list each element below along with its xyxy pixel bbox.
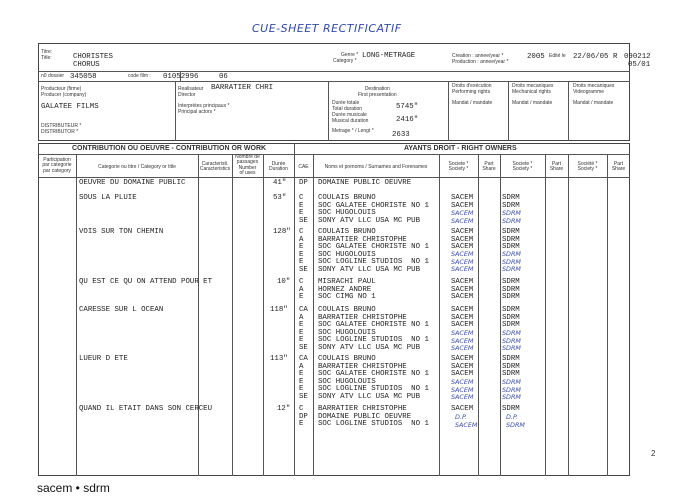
row-handwritten-society-2: SDRM SDRM SDRM bbox=[502, 329, 521, 353]
row-society-2: SDRM SDRM bbox=[502, 194, 520, 210]
row-title: VOIS SUR TON CHEMIN bbox=[79, 228, 164, 236]
col-participation: Participation par categorie par category bbox=[42, 157, 72, 174]
row-handwritten-society-2: SDRM SDRM SDRM bbox=[502, 378, 521, 402]
row-title: LUEUR D ETE bbox=[79, 355, 128, 363]
row-handwritten-society-1: SACEM SACEM SACEM bbox=[451, 250, 474, 274]
row-duration: 41" bbox=[273, 179, 287, 187]
video-rights-value: Mandat / mandate bbox=[573, 100, 614, 106]
film-code-label: code film : bbox=[128, 73, 151, 79]
col-society-3: Société * Society * bbox=[577, 161, 598, 173]
row-handwritten-society-2: SDRM SDRM SDRM bbox=[502, 250, 521, 274]
row-cae: C DP E bbox=[299, 405, 308, 429]
rightowners-title: AYANTS DROIT - RIGHT OWNERS bbox=[404, 145, 517, 152]
page-number: 2 bbox=[651, 449, 656, 458]
film-code-suffix: 06 bbox=[219, 73, 228, 81]
row-handwritten-society-1: D.P. SACEM bbox=[455, 413, 478, 429]
row-names: MISRACHI PAUL HORNEZ ANDRE SOC CIMG NO 1 bbox=[318, 278, 376, 302]
row-handwritten-society-2: D.P. SDRM bbox=[506, 413, 525, 429]
row-duration: 12" bbox=[277, 405, 291, 413]
row-cae: CA A E E E SE bbox=[299, 306, 308, 352]
row-cae: C E E SE bbox=[299, 194, 308, 225]
col-caracteristic: Caracteristi. Caracteristics bbox=[199, 161, 231, 173]
revision: R bbox=[613, 53, 618, 61]
row-title: QU EST CE QU ON ATTEND POUR ET bbox=[79, 278, 213, 286]
row-society-1: SACEM bbox=[451, 405, 474, 413]
col-society-1: Societe * Society * bbox=[448, 161, 469, 173]
title-en: CHORUS bbox=[73, 61, 100, 69]
row-society-1: SACEM SACEM SACEM bbox=[451, 306, 474, 330]
row-society-1: SACEM SACEM SACEM bbox=[451, 228, 474, 252]
row-names: COULAIS BRUNO BARRATIER CHRISTOPHE SOC GALATEE CHORISTE NO 1 SOC HUGOLOUIS SOC LOGLINE STUDIOS NO 1 SONY ATV LLC USA MC PUB bbox=[318, 228, 429, 274]
film-code-value: 01052996 bbox=[163, 73, 199, 81]
music-duration-label: Durée musicale Musical duration bbox=[332, 112, 369, 124]
col-society-2: Societe * Society * bbox=[512, 161, 533, 173]
row-duration: 113" bbox=[270, 355, 288, 363]
row-duration: 53" bbox=[273, 194, 287, 202]
mech-rights-value: Mandat / mandate bbox=[512, 100, 553, 106]
edit-date: 22/06/05 bbox=[573, 53, 609, 61]
row-society-1: SACEM SACEM SACEM bbox=[451, 355, 474, 379]
metrage-label: Metrage * / Lengt * bbox=[332, 128, 374, 134]
col-category: Categorie ou titre / Category or title bbox=[98, 164, 176, 170]
director-label: Realisateur Director bbox=[178, 86, 204, 98]
sacem-sdrm-logo: sacem • sdrm bbox=[37, 481, 110, 495]
creation-label: Creation : annee/year * Production : annee/year * bbox=[452, 53, 509, 65]
mech-rights-label: Droits mecaniques Mechanical rights bbox=[512, 83, 554, 95]
col-cae: CAE bbox=[298, 164, 309, 170]
edit-label: Edité le bbox=[549, 53, 566, 59]
row-handwritten-society-1: SACEM SACEM SACEM bbox=[451, 378, 474, 402]
destination-label: Destination First presentation bbox=[358, 86, 397, 98]
genre-label: Genre * bbox=[341, 52, 359, 58]
row-handwritten-society-1: SACEM SACEM SACEM bbox=[451, 329, 474, 353]
row-names: COULAIS BRUNO BARRATIER CHRISTOPHE SOC GALATEE CHORISTE NO 1 SOC HUGOLOUIS SOC LOGLINE STUDIOS NO 1 SONY ATV LLC USA MC PUB bbox=[318, 306, 429, 352]
row-duration: 128" bbox=[273, 228, 291, 236]
col-part-1: Part Share bbox=[482, 161, 496, 173]
row-society-2: SDRM SDRM SDRM bbox=[502, 278, 520, 302]
col-part-2: Part Share bbox=[549, 161, 564, 173]
genre-value: LONG-METRAGE bbox=[362, 52, 416, 60]
page-ref: 05/01 bbox=[628, 61, 651, 69]
interpretes-label: Interprètes principaux * Principal actors * bbox=[178, 103, 230, 115]
row-cae: DP bbox=[299, 179, 308, 187]
row-title: CARESSE SUR L OCEAN bbox=[79, 306, 164, 314]
creation-year: 2005 bbox=[527, 53, 545, 61]
total-duration-label: Durée totale Total duration bbox=[332, 100, 363, 112]
row-cae: C A E bbox=[299, 278, 304, 302]
row-society-2: SDRM SDRM SDRM bbox=[502, 228, 520, 252]
contribution-title: CONTRIBUTION OU OEUVRE - CONTRIBUTION OR WORK bbox=[72, 145, 267, 152]
row-society-1: SACEM SACEM bbox=[451, 194, 474, 210]
row-names: DOMAINE PUBLIC OEUVRE bbox=[318, 179, 412, 187]
exec-rights-label: Droits d'exécution Performing rights bbox=[452, 83, 492, 95]
total-duration-value: 5745" bbox=[396, 103, 419, 111]
col-part-3: Part Share bbox=[611, 161, 626, 173]
row-duration: 118" bbox=[270, 306, 288, 314]
producer-label: Producteur (firme) Producer (company) bbox=[41, 86, 87, 98]
handwritten-title: CUE-SHEET RECTIFICATIF bbox=[252, 22, 402, 35]
exec-rights-value: Mandat / mandate bbox=[452, 100, 493, 106]
dossier-value: 345058 bbox=[70, 73, 97, 81]
dossier-label: n0 dossier bbox=[41, 73, 65, 79]
row-society-2: SDRM bbox=[502, 405, 520, 413]
music-duration-value: 2416" bbox=[396, 116, 419, 124]
producer-value: GALATEE FILMS bbox=[41, 103, 99, 111]
row-title: QUAND IL ETAIT DANS SON CERCEU bbox=[79, 405, 213, 413]
metrage-value: 2633 bbox=[392, 131, 410, 139]
row-society-1: SACEM SACEM SACEM bbox=[451, 278, 474, 302]
distributor-label: DISTRIBUTEUR * DISTRIBUTOR * bbox=[41, 123, 82, 135]
row-handwritten-society-2: SDRM SDRM bbox=[502, 209, 521, 225]
row-society-2: SDRM SDRM SDRM bbox=[502, 306, 520, 330]
row-names: COULAIS BRUNO BARRATIER CHRISTOPHE SOC GALATEE CHORISTE NO 1 SOC HUGOLOUIS SOC LOGLINE STUDIOS NO 1 SONY ATV LLC USA MC PUB bbox=[318, 355, 429, 401]
row-cae: CA A E E E SE bbox=[299, 355, 308, 401]
doc-code: 090212 bbox=[624, 53, 651, 61]
title-label: Titre: Title: bbox=[41, 49, 53, 61]
row-handwritten-society-1: SACEM SACEM bbox=[451, 209, 474, 225]
row-duration: 10" bbox=[277, 278, 291, 286]
col-passages: Nombre de passages Number of uses bbox=[235, 154, 260, 177]
row-title: SOUS LA PLUIE bbox=[79, 194, 137, 202]
col-duration: Durée Duration bbox=[269, 161, 288, 173]
director-value: BARRATIER CHRI bbox=[211, 84, 274, 92]
row-names: BARRATIER CHRISTOPHE DOMAINE PUBLIC OEUVRE SOC LOGLINE STUDIOS NO 1 bbox=[318, 405, 429, 429]
row-title: OEUVRE DU DOMAINE PUBLIC bbox=[79, 179, 186, 187]
row-cae: C A E E E SE bbox=[299, 228, 308, 274]
row-society-2: SDRM SDRM SDRM bbox=[502, 355, 520, 379]
title-fr: CHORISTES bbox=[73, 53, 113, 61]
category-label: Category * bbox=[333, 58, 357, 64]
video-rights-label: Droits mecaniques Videogramme bbox=[573, 83, 615, 95]
col-names: Noms et prenoms / Surnames and Forenames bbox=[324, 164, 428, 170]
row-names: COULAIS BRUNO SOC GALATEE CHORISTE NO 1 SOC HUGOLOUIS SONY ATV LLC USA MC PUB bbox=[318, 194, 429, 225]
